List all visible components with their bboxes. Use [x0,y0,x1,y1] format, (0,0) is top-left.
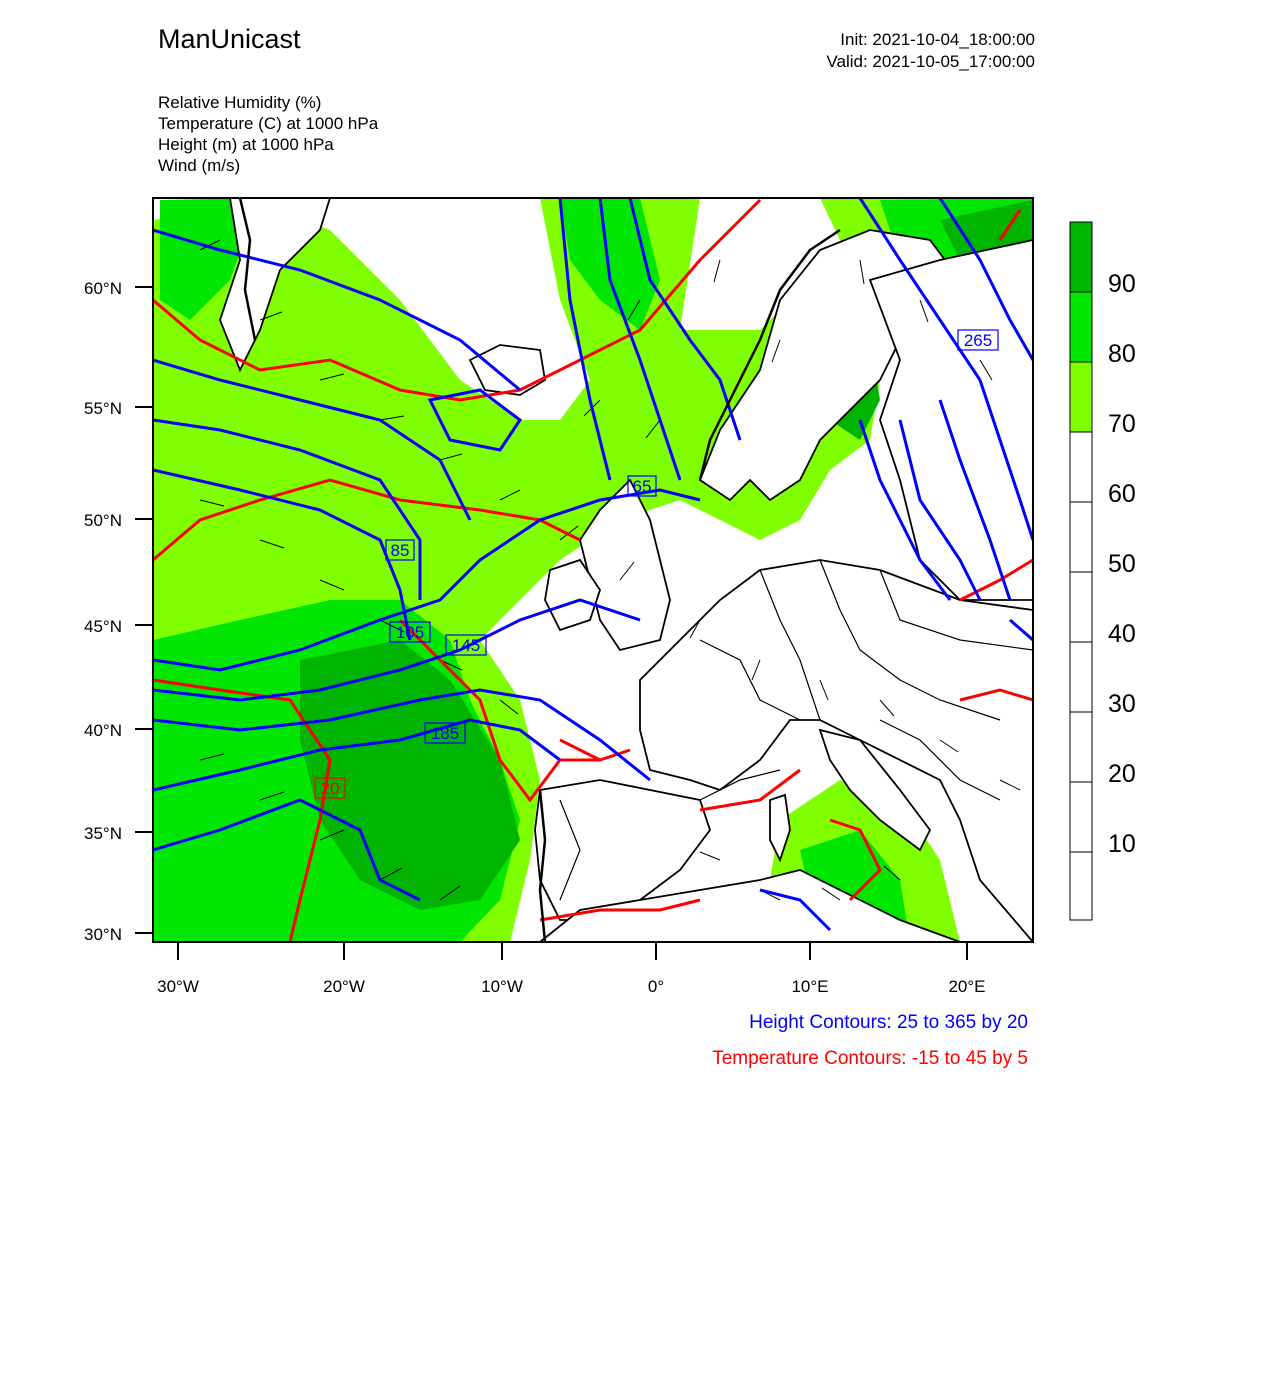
colorbar-swatch-20 [1070,712,1092,782]
colorbar-swatch-40 [1070,572,1092,642]
colorbar-swatch-30 [1070,642,1092,712]
init-time: Init: 2021-10-04_18:00:00 [840,30,1035,49]
colorbar-label: 40 [1108,620,1136,648]
lon-label: 20°W [323,977,365,996]
lat-label: 55°N [84,399,122,418]
lon-label: 30°W [157,977,199,996]
colorbar-label: 70 [1108,410,1136,438]
field-rh: Relative Humidity (%) [158,93,322,112]
iceland [470,345,545,395]
lat-label: 45°N [84,617,122,636]
contour-label: 20 [320,779,340,798]
contour-label: 105 [395,623,425,642]
lat-label: 50°N [84,511,122,530]
map-plot [153,198,1033,942]
field-height: Height (m) at 1000 hPa [158,135,334,154]
longitude-labels [157,977,985,996]
colorbar-swatch-80 [1070,292,1092,362]
lat-label: 40°N [84,721,122,740]
contour-label: 85 [390,541,410,560]
contour-label: 65 [632,477,652,496]
colorbar-label: 60 [1108,480,1136,508]
colorbar [1070,222,1136,920]
contour-label: 265 [963,331,993,350]
colorbar-label: 90 [1108,270,1136,298]
colorbar-label: 80 [1108,340,1136,368]
colorbar-swatch-50 [1070,502,1092,572]
latitude-labels [84,279,122,944]
colorbar-label: 50 [1108,550,1136,578]
lon-label: 20°E [948,977,986,996]
lon-label: 0° [647,977,665,996]
lon-label: 10°W [481,977,523,996]
lat-label: 60°N [84,279,122,298]
contour-label: 145 [451,636,481,655]
colorbar-label: 20 [1108,760,1136,788]
colorbar-swatch-0 [1070,852,1092,920]
map-title: ManUnicast [158,24,301,54]
temperature-contour-info: Temperature Contours: -15 to 45 by 5 [712,1048,1028,1069]
height-contour-info: Height Contours: 25 to 365 by 20 [749,1012,1028,1033]
lon-label: 10°E [791,977,829,996]
contour-label: 185 [430,724,460,743]
field-wind: Wind (m/s) [158,156,241,175]
colorbar-label: 10 [1108,830,1136,858]
colorbar-label: 30 [1108,690,1136,718]
colorbar-swatch-70 [1070,362,1092,432]
lat-label: 30°N [84,925,122,944]
valid-time: Valid: 2021-10-05_17:00:00 [826,52,1035,71]
colorbar-swatch-10 [1070,782,1092,852]
lat-label: 35°N [84,824,122,843]
colorbar-swatch-90 [1070,222,1092,292]
field-temperature: Temperature (C) at 1000 hPa [158,114,379,133]
colorbar-swatch-60 [1070,432,1092,502]
